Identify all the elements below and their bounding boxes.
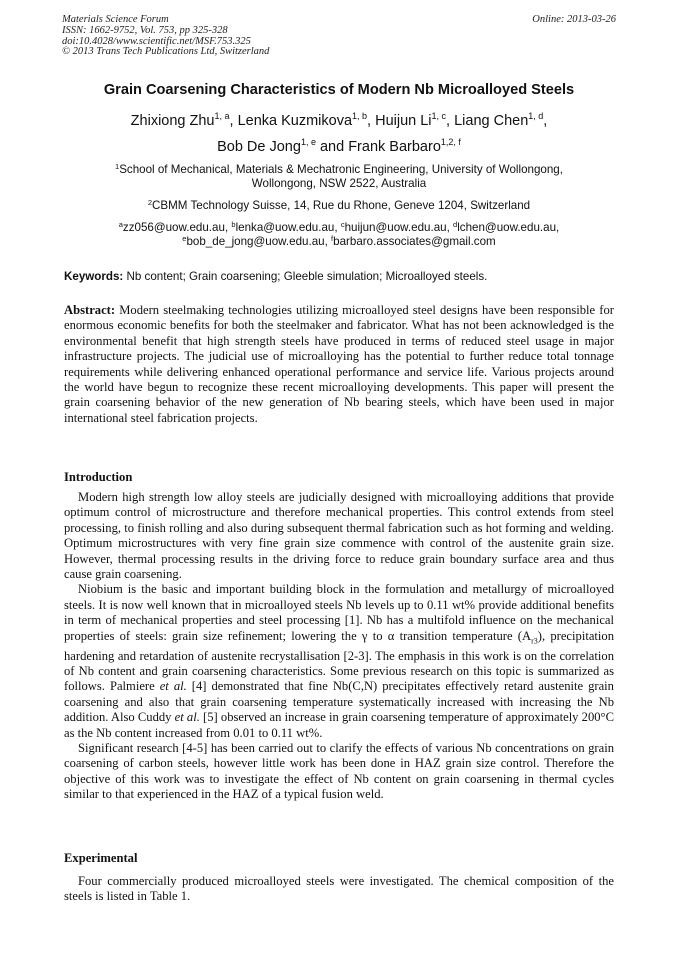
author-name: Bob De Jong [217,139,301,155]
author-sup: 1, e [300,137,316,147]
paragraph-text: [4] demonstrated that fine Nb(C,N) precipitates effectively retard austenite grain coarsening and also that grain coarsening temperature systematically increased with increasing the Nb addition. Also Cuddy [64,679,614,725]
introduction-heading: Introduction [64,470,133,484]
author-name: Liang Chen [454,113,529,129]
paragraph: Significant research [4-5] has been carried out to clarify the effects of various Nb concentrations on grain coarsening of carbon steels, however little work has been done in HAZ grain size control. Therefore the objective of this work was to investigate the effect of Nb content on grain coarsening in thermal cycles similar to that experienced in the HAZ of a typical fusion weld. [64,741,614,802]
introduction-body [64,490,614,803]
email-link[interactable]: barbaro.associates@gmail.com [333,235,496,248]
affiliation-sup: 1 [115,162,120,171]
affiliation-line: CBMM Technology Suisse, 14, Rue du Rhone, Geneve 1204, Switzerland [152,199,531,212]
paper-title: Grain Coarsening Characteristics of Modern Nb Microalloyed Steels [103,82,575,98]
paragraph-text: [5] observed an increase in grain coarsening temperature of approximately 200°C as the Nb content increased from 0.01 to 0.11 wt%. [64,710,614,740]
author-line-1 [60,113,618,129]
email-link[interactable]: zz056@uow.edu.au [122,221,225,234]
author-emails [60,221,618,249]
author-and: and [315,139,349,155]
author-sup: 1, a [214,111,230,121]
email-separator: , [556,221,560,234]
abstract-label: Abstract: [64,303,116,317]
author-sup: 1,2, f [440,137,461,147]
journal-header [62,15,616,58]
experimental-heading: Experimental [64,851,138,865]
author-sup: 1, b [352,111,368,121]
email-sup: c [340,220,345,229]
email-sup: a [118,220,123,229]
email-sup: f [331,234,334,243]
abstract [64,303,614,426]
email-sup: b [231,220,236,229]
copyright: © 2013 Trans Tech Publications Ltd, Switzerland [62,46,270,58]
affiliation-1 [60,163,618,191]
email-separator: , [224,221,232,234]
experimental-body [64,874,614,905]
affiliation-2 [60,199,618,213]
doi[interactable]: doi:10.4028/www.scientific.net/MSF.753.325 [62,35,251,47]
affiliation-sup: 2 [147,198,153,207]
author-name: Lenka Kuzmikova [237,113,353,129]
author-name: Huijun Li [375,113,432,129]
email-link[interactable]: huijun@uow.edu.au [344,221,447,234]
issn: ISSN: 1662-9752, Vol. 753, pp 325-328 [62,24,228,36]
author-name: Zhixiong Zhu [130,113,215,129]
keywords-label: Keywords: [64,270,124,283]
author-separator: , [446,113,455,129]
et-al: et al. [159,679,187,694]
email-link[interactable]: lchen@uow.edu.au [457,221,557,234]
paragraph [64,582,614,741]
author-separator: , [367,113,376,129]
paragraph-text: Niobium is the basic and important building block in the formulation and metallurgy of microalloyed steels. It is now well known that in microalloyed steels Nb levels up to 0.11 wt% provide additional benefits in term of mechanical properties and steel processing [1]. Nb has a multifold influence on the mechanical properties of steels: grain size refinement; lowering the γ to α transition temperature (A [64,582,614,643]
email-link[interactable]: lenka@uow.edu.au [235,221,335,234]
author-sup: 1, c [431,111,447,121]
email-link[interactable]: bob_de_jong@uow.edu.au [186,235,325,248]
journal-name: Materials Science Forum [62,14,169,25]
email-sup: d [453,220,458,229]
email-sup: e [182,234,187,243]
author-separator: , [229,113,238,129]
paragraph-text: ), precipitation hardening and retardation of austenite recrystallisation [2-3]. The emphasis in this work is on the correlation of Nb content and grain coarsening characteristics. Some previous research on this topic is summarized as follows. Palmiere [64,628,614,694]
email-separator: , [446,221,454,234]
keywords-text: Nb content; Grain coarsening; Gleeble simulation; Microalloyed steels. [123,270,488,283]
email-separator: , [324,235,332,248]
email-separator: , [334,221,341,234]
keywords [64,270,614,283]
paragraph: Modern high strength low alloy steels are judicially designed with microalloying additions that provide optimum control of microstructure and therefore mechanical properties. This control extends from steel processing, to finish rolling and also during subsequent thermal fabrication such as hot forming and welding. Optimum microstructures with very fine grain size commence with control of the austenite grain size. However, thermal processing results in the driving force to reduce grain boundary surface area and thus cause grain coarsening. [64,490,614,582]
affiliation-line: Wollongong, NSW 2522, Australia [251,177,427,190]
author-line-2 [60,139,618,155]
online-date: Online: 2013-03-26 [532,14,616,25]
abstract-text: Modern steelmaking technologies utilizing microalloyed steel designs have been responsible for enormous economic benefits for both the steelmaker and fabricator. What has not been acknowledged is the environmental benefit that high strength steels have produced in terms of reduced steel usage in major infrastructure projects. The judicial use of microalloying has the potential to further reduce total tonnage requirements while delivering enhanced operational performance and service life. Various projects around the world have begun to recognize these recent microalloying developments. This paper will present the grain coarsening behavior of the new generation of Nb bearing steels, which have been used in major international steel fabrication projects. [64,303,614,425]
et-al: et al. [174,710,200,725]
author-separator: , [543,113,548,129]
subscript: r3 [531,636,538,646]
paragraph: Four commercially produced microalloyed steels were investigated. The chemical composition of the steels is listed in Table 1. [64,874,614,904]
author-name: Frank Barbaro [348,139,441,155]
affiliation-line: School of Mechanical, Materials & Mechatronic Engineering, University of Wollongong, [119,163,563,176]
author-sup: 1, d [528,111,544,121]
